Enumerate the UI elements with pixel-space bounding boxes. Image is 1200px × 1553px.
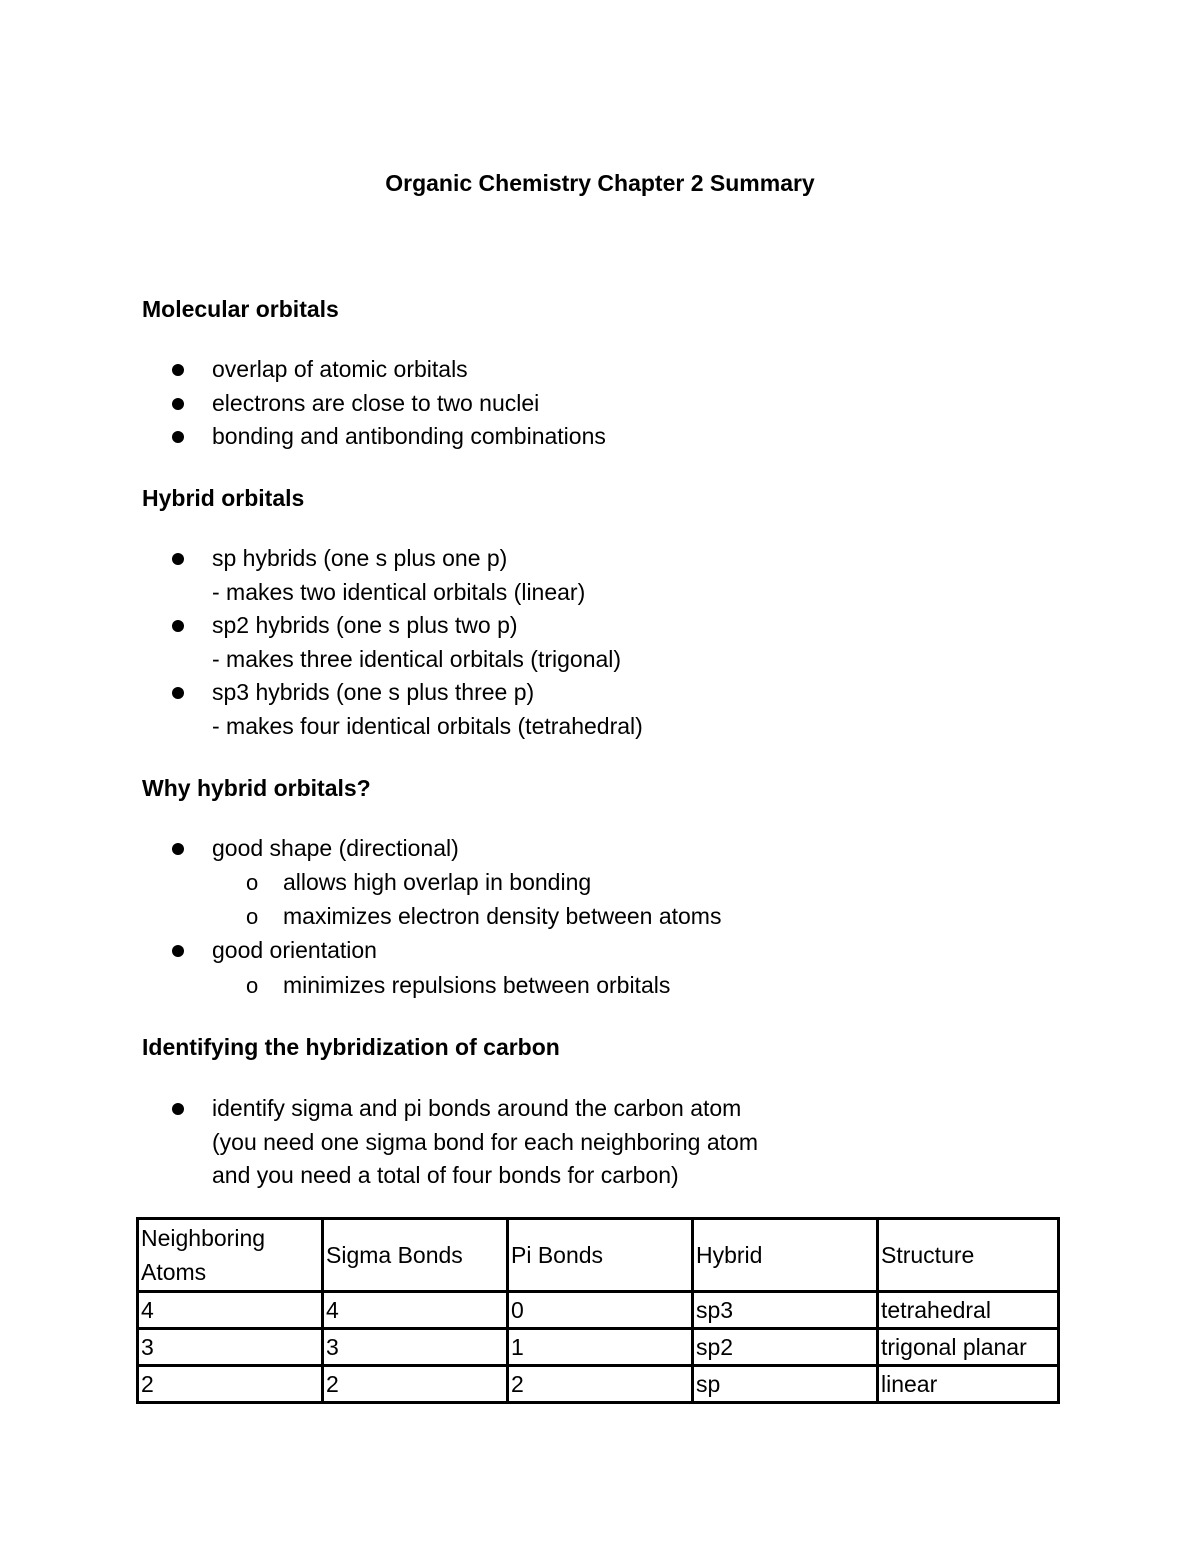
list-item: sp2 hybrids (one s plus two p) (212, 612, 518, 638)
bullet-icon (172, 620, 184, 632)
sub-list-item: maximizes electron density between atoms (283, 903, 722, 929)
hybridization-table (136, 1217, 1060, 1404)
list-item-detail: - makes two identical orbitals (linear) (212, 579, 586, 605)
table-header-cell: Structure (878, 1219, 1059, 1292)
table-cell: 2 (323, 1366, 508, 1403)
table-cell: 3 (138, 1329, 323, 1366)
list-item-continuation: and you need a total of four bonds for carbon) (212, 1162, 679, 1188)
table-row (138, 1366, 1059, 1403)
heading-molecular-orbitals: Molecular orbitals (142, 296, 339, 322)
list-item: sp3 hybrids (one s plus three p) (212, 679, 535, 705)
list-item: electrons are close to two nuclei (212, 390, 540, 416)
bullet-icon (172, 945, 184, 957)
table-header-cell: Sigma Bonds (323, 1219, 508, 1292)
list-item: bonding and antibonding combinations (212, 423, 606, 449)
table-header-cell: Pi Bonds (508, 1219, 693, 1292)
bullet-icon (172, 1103, 184, 1115)
table-cell: linear (878, 1366, 1059, 1403)
heading-why-hybrid-orbitals: Why hybrid orbitals? (142, 775, 371, 801)
list-item: sp hybrids (one s plus one p) (212, 545, 508, 571)
table-cell: 0 (508, 1292, 693, 1329)
bullet-icon (172, 553, 184, 565)
sub-bullet-icon: o (246, 904, 259, 929)
table-cell: sp (693, 1366, 878, 1403)
table-row (138, 1329, 1059, 1366)
heading-identifying-hybridization: Identifying the hybridization of carbon (142, 1034, 560, 1060)
bullet-icon (172, 398, 184, 410)
table-cell: 4 (323, 1292, 508, 1329)
bullet-icon (172, 364, 184, 376)
table-cell: 3 (323, 1329, 508, 1366)
heading-hybrid-orbitals: Hybrid orbitals (142, 485, 305, 511)
list-item-continuation: (you need one sigma bond for each neighboring atom (212, 1129, 758, 1155)
list-item: identify sigma and pi bonds around the carbon atom (212, 1095, 742, 1121)
table-header-row (138, 1219, 1059, 1292)
sub-list-item: allows high overlap in bonding (283, 869, 592, 895)
table-cell: 1 (508, 1329, 693, 1366)
table-cell: 4 (138, 1292, 323, 1329)
table-header-cell: Hybrid (693, 1219, 878, 1292)
table-cell: sp3 (693, 1292, 878, 1329)
table-cell: 2 (508, 1366, 693, 1403)
table-cell: sp2 (693, 1329, 878, 1366)
list-item-detail: - makes four identical orbitals (tetrahedral) (212, 713, 643, 739)
bullet-icon (172, 843, 184, 855)
header-line: Atoms (141, 1259, 207, 1285)
sub-list-item: minimizes repulsions between orbitals (283, 972, 671, 998)
list-item: overlap of atomic orbitals (212, 356, 468, 382)
list-item-detail: - makes three identical orbitals (trigonal) (212, 646, 622, 672)
bullet-icon (172, 431, 184, 443)
list-item: good orientation (212, 937, 377, 963)
sub-bullet-icon: o (246, 870, 259, 895)
header-line: Neighboring (141, 1225, 266, 1251)
sub-bullet-icon: o (246, 973, 259, 998)
table-cell: 2 (138, 1366, 323, 1403)
table-header-cell (138, 1219, 323, 1292)
bullet-icon (172, 687, 184, 699)
table-row (138, 1292, 1059, 1329)
table-cell: tetrahedral (878, 1292, 1059, 1329)
table-cell: trigonal planar (878, 1329, 1059, 1366)
page-title: Organic Chemistry Chapter 2 Summary (385, 170, 815, 196)
list-item: good shape (directional) (212, 835, 459, 861)
